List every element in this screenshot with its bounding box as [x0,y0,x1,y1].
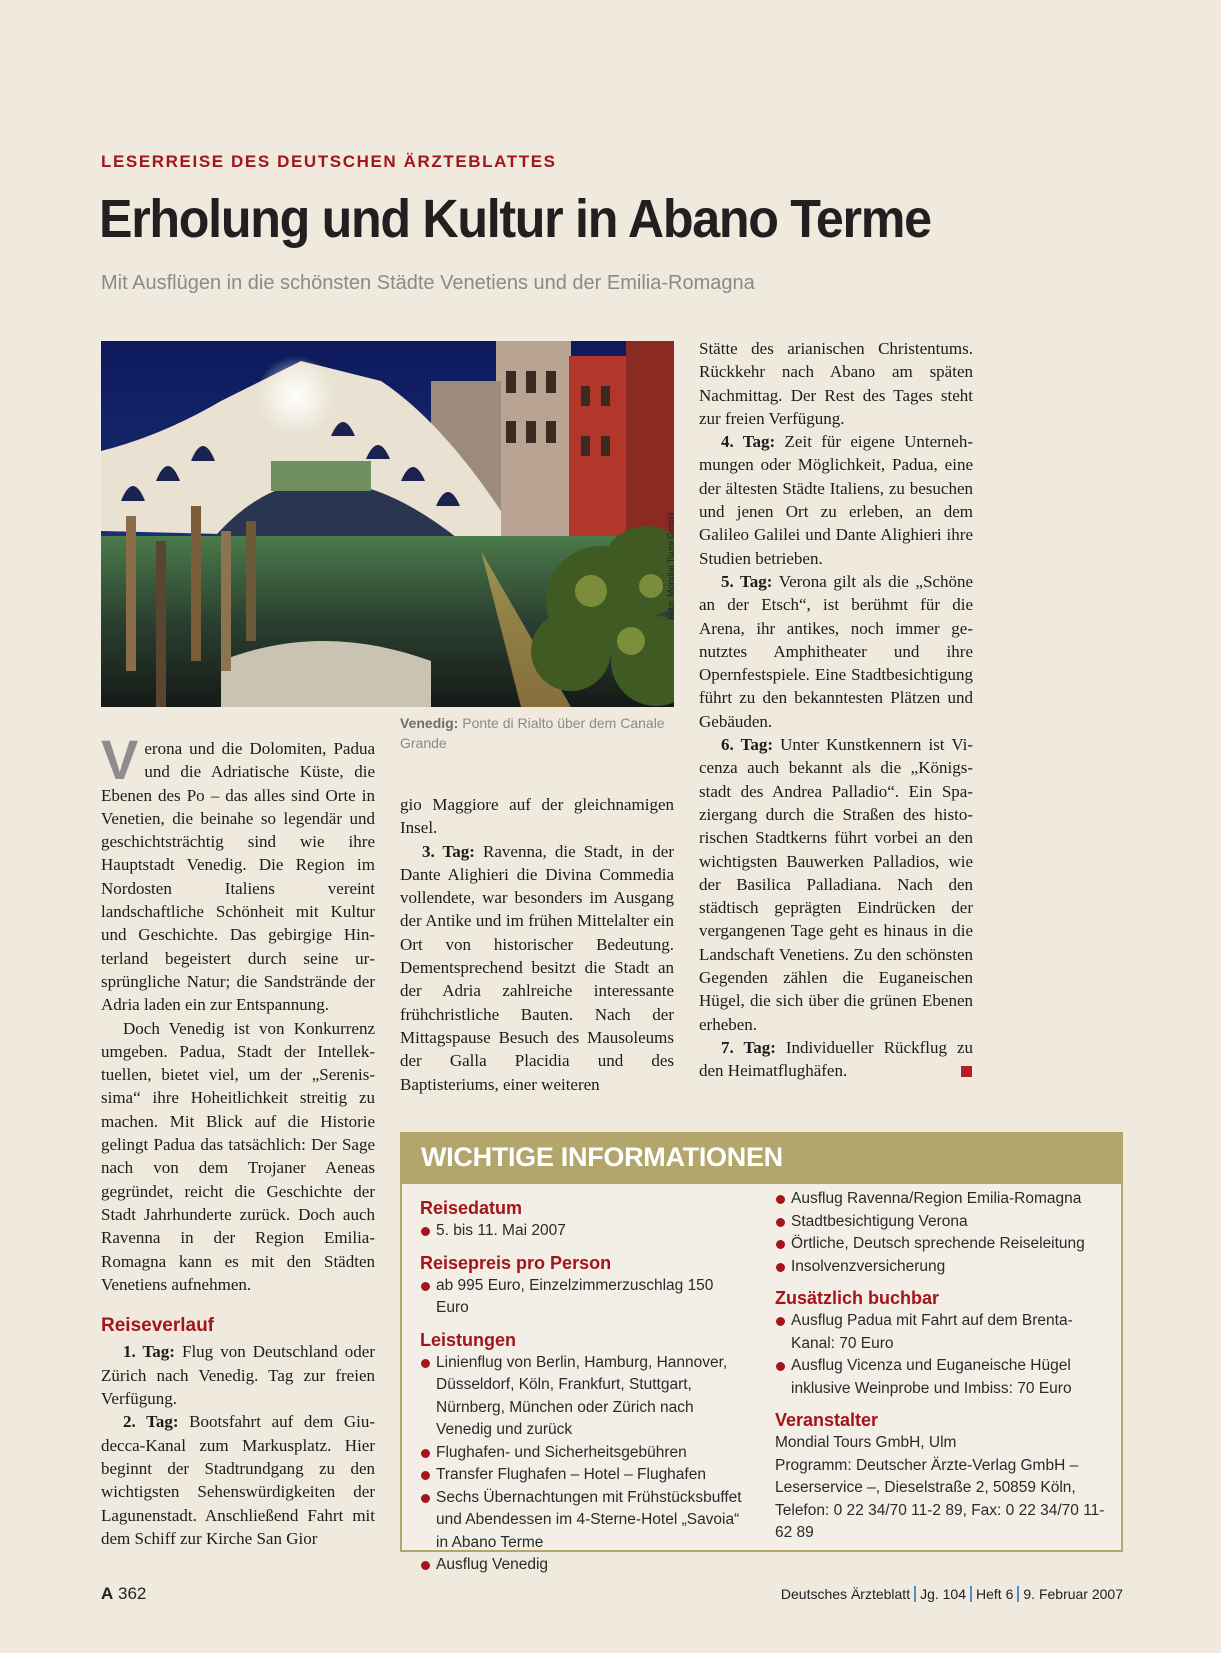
veranstalter-heading: Veranstalter [775,1410,879,1430]
journal-issue: Heft 6 [976,1586,1014,1602]
day5-label: 5. Tag: [721,571,773,591]
zusaetzlich-item: Ausflug Padua mit Fahrt auf dem Brenta-Kanal: 70 Euro [775,1310,1110,1355]
veranstalter-text: Mondial Tours GmbH, Ulm [775,1434,957,1451]
day2-label: 2. Tag: [123,1412,179,1432]
day2-continued: gio Maggiore auf der gleichnamigen Insel. [400,795,674,838]
end-mark-icon [961,1066,972,1077]
caption-text: Ponte di Rialto über dem Canale Grande [400,715,665,751]
info-box-left-column [420,1196,750,1577]
intro-paragraph: erona und die Dolomiten, Padua und die Adriatische Küste, die Ebenen des Po – das alles sind Orte in Venetien, die beinahe so legendär und geschichtsträchtig sind wie ihre Hauptstadt Venedig. Die Region im Nordosten Italiens vereint landschaftliche Schönheit mit Kultur und Geschichte. Das gebirgige Hinterland begeistert durch seine ursprüngliche Natur; die Sandstrände der Adria laden ein zur Entspannung. [101,739,375,1015]
day3-continued: Stätte des arianischen Christentums. Rückkehr nach Abano am späten Nachmittag. Der Rest des Tages steht zur freien Verfügung. [699,339,973,428]
page-prefix: A [101,1584,114,1603]
caption-label: Venedig: [400,715,459,731]
photo-credit: Foto: Mondial Tours GmbH [666,512,676,620]
day7-label: 7. Tag: [721,1037,776,1057]
journal-footer [781,1586,1123,1602]
journal-volume: Jg. 104 [920,1586,967,1602]
day6-label: 6. Tag: [721,735,774,755]
info-box-title: WICHTIGE INFORMATIONEN [402,1134,1121,1184]
programm-text: Programm: Deutscher Ärzte-Verlag GmbH – Leserservice –, Dieselstraße 2, 50859 Köln, Telefon: 0 22 34/70 11-2 89, Fax: 0 22 34/70 11-62 89 [775,1456,1105,1541]
leistungen-heading: Leistungen [420,1329,517,1350]
leistung-item: Ausflug Venedig [420,1554,750,1577]
footer-separator [1017,1586,1019,1602]
leistung-item: Flughafen- und Sicherheitsgebühren [420,1442,750,1465]
day3-label: 3. Tag: [422,841,475,861]
day1-label: 1. Tag: [123,1342,175,1362]
zusaetzlich-heading: Zusätzlich buchbar [775,1288,940,1308]
kicker: LESERREISE DES DEUTSCHEN ÄRZTEBLATTES [101,152,557,171]
leistung-item: Sechs Übernachtungen mit Frühstücksbuffet und Abendessen im 4-Sterne-Hotel „Savoia“ in Abano Terme [420,1487,750,1555]
article-column-1 [101,728,375,1550]
paragraph-2: Doch Venedig ist von Konkurrenz umgeben. Padua, Stadt der Intellektuellen, bietet viel, um der „Serenissima“ ihre Hoheitlichkeit streitig zu machen. Mit Blick auf die Historie gelingt Padua das tatsächlich: Der Sage nach von dem Trojaner Aeneas gegründet, reicht die Geschichte der Stadt Jahrhunderte zurück. Doch auch Ravenna in der Region Emilia-Romagna kann es mit den Städten Venetiens aufnehmen. [101,1018,375,1294]
rialto-photo [101,341,674,707]
page-title: Erholung und Kultur in Abano Terme [99,189,931,249]
reisedatum-item: 5. bis 11. Mai 2007 [420,1220,750,1243]
info-box [400,1132,1123,1573]
leistung-item: Linienflug von Berlin, Hamburg, Hannover, Düsseldorf, Köln, Frankfurt, Stuttgart, Nürnberg, München oder Zürich nach Venedig und zurück [420,1352,750,1442]
journal-name: Deutsches Ärzteblatt [780,1586,911,1602]
leistung-item: Insolvenzversicherung [775,1256,1110,1279]
leistung-item: Stadtbesichtigung Verona [775,1211,1110,1234]
article-column-3 [699,337,973,1083]
reisedatum-heading: Reisedatum [420,1198,523,1218]
zusaetzlich-item: Ausflug Vicenza und Euganeische Hügel inklusive Weinprobe und Imbiss: 70 Euro [775,1355,1110,1400]
subtitle: Mit Ausflügen in die schönsten Städte Venetiens und der Emilia-Romagna [101,272,755,294]
preis-item: ab 995 Euro, Einzelzimmerzuschlag 150 Euro [420,1275,750,1320]
day4-text: Zeit für eigene Unternehmungen oder Möglichkeit, Padua, eine der ältesten Städte Italiens, zu besuchen und jenen Ort zu erleben, an dem Galileo Galilei und Dante Alighieri ihre Studien betrieben. [699,432,974,568]
day2-text: Bootsfahrt auf dem Giudecca-Kanal zum Markusplatz. Hier beginnt der Stadtrundgang zu den wichtigsten Sehenswürdigkeiten der Lagunenstadt. Anschließend Fahrt mit dem Schiff zur Kirche San Gior [101,1412,375,1548]
day7-text: Individueller Rückflug zu den Heimatflughäfen. [699,1037,973,1081]
day6-text: Unter Kunstkennern ist Vicenza auch bekannt als die „Königsstadt des Andrea Palladio“. Ein Spaziergang durch die Straßen des historischen Stadtkerns führt vorbei an den wichtigsten Bauwerken Palladios, wie der Basilica Palladiana. Nach den städtisch geprägten Eindrücken der vergangenen Tage geht es hinaus in die Landschaft Venetiens. Zu den schönsten Gegenden zählen die Euganeischen Hügel, die sich über die grünen Ebenen erheben. [699,735,973,1034]
leistung-item: Ausflug Ravenna/Region Emilia-Romagna [775,1188,1110,1211]
drop-cap: V [101,728,139,791]
day5-text: Verona gilt als die „Schöne an der Etsch“, ist berühmt für die Arena, ihr antikes, noch immer genutztes Amphitheater und ihre Opernfestspiele. Eine Stadtbesichtigung führt zu den bekanntesten Plätzen und Gebäuden. [699,571,973,731]
leistung-item: Örtliche, Deutsch sprechende Reiseleitung [775,1233,1110,1256]
page-number [101,1584,146,1604]
page-number-value: 362 [113,1584,147,1603]
leistung-item: Transfer Flughafen – Hotel – Flughafen [420,1464,750,1487]
photo-caption [400,713,670,753]
preis-heading: Reisepreis pro Person [420,1252,612,1273]
day1-text: Flug von Deutschland oder Zürich nach Venedig. Tag zur freien Verfügung. [101,1342,375,1409]
info-box-right-column [775,1188,1110,1545]
section-heading: Reiseverlauf [101,1315,215,1337]
journal-date: 9. Februar 2007 [1023,1586,1123,1602]
day4-label: 4. Tag: [721,432,776,452]
footer-separator [914,1586,916,1602]
day3-text: Ravenna, die Stadt, in der Dante Alighieri die Divina Commedia vollendete, war besonders im Ausgang der Antike und im frühen Mittelalter ein Ort von historischer Bedeutung. Dementsprechend besitzt die Stadt an der Adria zahlreiche interessante frühchristliche Bauten. Nach der Mittagspause Besuch des Mausoleums der Galla Placidia und des Baptisteriums, einer weiteren [400,841,674,1094]
footer-separator [970,1586,972,1602]
article-column-2 [400,793,674,1096]
